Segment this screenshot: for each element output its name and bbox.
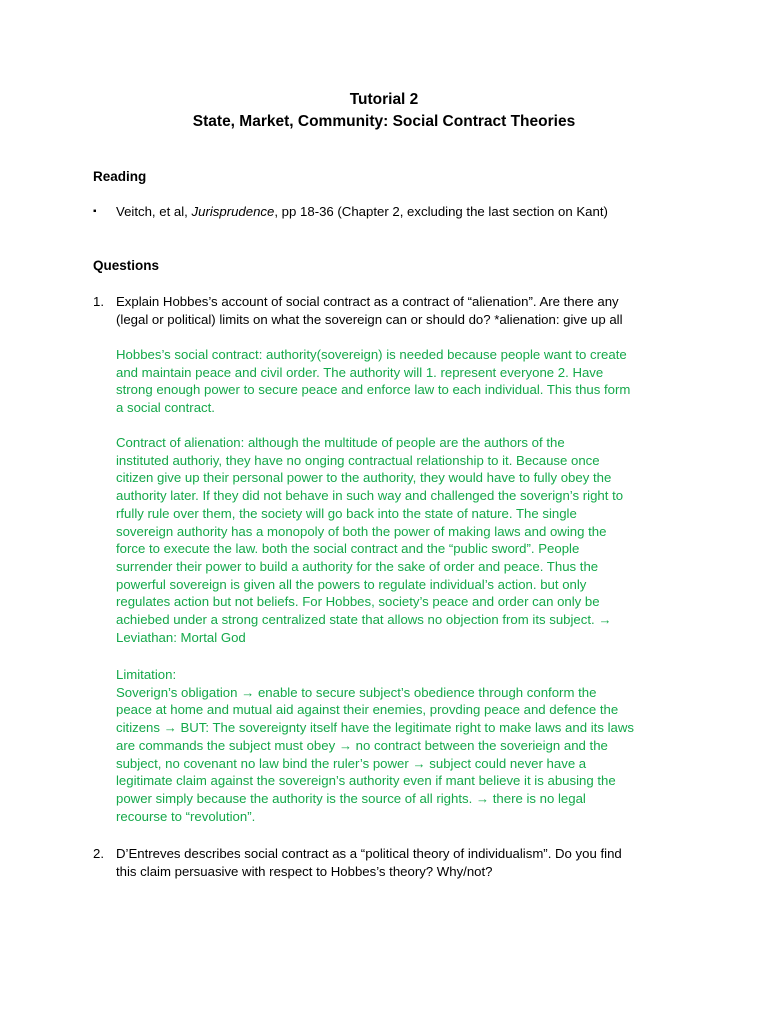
- reading-item-text: [116, 203, 696, 221]
- reading-item-italic: Jurisprudence: [191, 204, 275, 219]
- answer-line: recourse to “revolution”.: [116, 808, 256, 824]
- question-text: [116, 845, 681, 880]
- question-line: (legal or political) limits on what the sovereign can or should do? *alienation: give up all: [116, 311, 623, 327]
- reading-item-post: , pp 18-36 (Chapter 2, excluding the last section on Kant): [274, 204, 608, 219]
- questions-heading: Questions: [93, 258, 160, 273]
- question-number: 2.: [93, 846, 104, 861]
- answer-paragraph: [116, 346, 681, 417]
- bullet-icon: ▪: [93, 206, 97, 217]
- question-line: Explain Hobbes’s account of social contract as a contract of “alienation”. Are there any: [116, 294, 619, 309]
- answer-line: citizen give up their personal power to the authority, they would have to fully obey the: [116, 470, 612, 486]
- answer-line: peace at home and mutual aid against their enemies, provding peace and defence the: [116, 702, 619, 718]
- title-block: [0, 89, 768, 133]
- question-line: D’Entreves describes social contract as a “political theory of individualism”. Do you find: [116, 846, 622, 861]
- answer-paragraph: [116, 434, 681, 646]
- answer-line: sovereign authority has a monopoly of both the power of making laws and owing the: [116, 523, 607, 539]
- answer-line: legitimate claim against the sovereign’s authority even if mant believe it is abusing the: [116, 773, 616, 789]
- answer-line: Soverign’s obligation → enable to secure subject’s obedience through conform the: [116, 684, 597, 700]
- answer-line: strong enough power to secure peace and enforce law to each individual. This thus form: [116, 382, 631, 398]
- answer-line: and maintain peace and civil order. The authority will 1. represent everyone 2. Have: [116, 364, 604, 380]
- question-text: [116, 293, 681, 328]
- answer-line: rfully rule over them, the society will go back into the state of nature. The single: [116, 505, 577, 521]
- answer-line: surrender their power to build a authority for the sake of order and peace. Thus the: [116, 558, 599, 574]
- answer-line: instituted authoriy, they have no onging contractual relationship to it. Because once: [116, 452, 600, 468]
- document-title: Tutorial 2: [349, 91, 419, 108]
- question-line: this claim persuasive with respect to Hobbes’s theory? Why/not?: [116, 863, 493, 879]
- answer-line: Leviathan: Mortal God: [116, 629, 246, 645]
- document-subtitle: State, Market, Community: Social Contract Theories: [192, 113, 576, 130]
- answer-line: authority later. If they did not behave in such way and challenged the soverign’s right to: [116, 488, 624, 504]
- answer-line: Hobbes’s social contract: authority(sovereign) is needed because people want to create: [116, 347, 627, 362]
- answer-line: regulates action but not beliefs. For Hobbes, society’s peace and order can only be: [116, 594, 600, 610]
- answer-line: subject, no covenant no law bind the ruler’s power → subject could never have a: [116, 755, 587, 771]
- answer-paragraph: [116, 666, 681, 825]
- answer-line: citizens → BUT: The sovereignty itself have the legitimate right to make laws and its laws: [116, 720, 634, 736]
- answer-line: Limitation:: [116, 667, 177, 682]
- reading-item-pre: Veitch, et al,: [116, 204, 192, 219]
- answer-line: powerful sovereign is given all the powers to regulate individual’s action. but only: [116, 576, 587, 592]
- answer-line: force to execute the law. both the social contract and the “public sword”. People: [116, 541, 580, 557]
- answer-line: Contract of alienation: although the multitude of people are the authors of the: [116, 435, 565, 450]
- reading-heading: Reading: [93, 169, 147, 184]
- question-number: 1.: [93, 294, 104, 309]
- answer-line: a social contract.: [116, 400, 215, 416]
- answer-line: are commands the subject must obey → no contract between the soverieign and the: [116, 737, 608, 753]
- answer-line: power simply because the authority is the source of all rights. → there is no legal: [116, 790, 586, 806]
- answer-line: achiebed under a strong centralized state that allows no objection from its subject. →: [116, 612, 612, 628]
